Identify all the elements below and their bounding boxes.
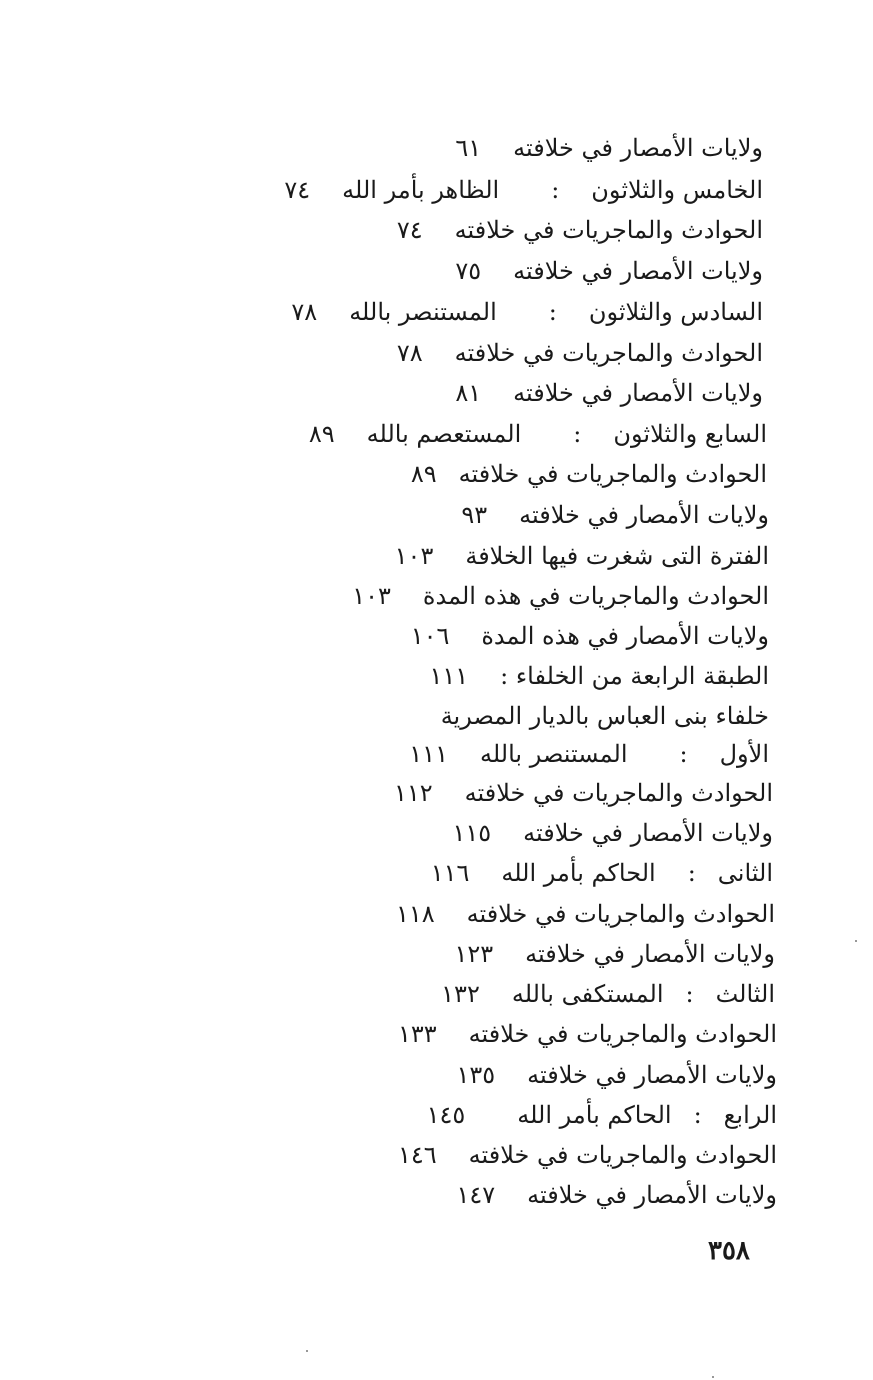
toc-entry	[397, 214, 763, 246]
entry-label: الأول	[719, 740, 769, 768]
entry-name: المستكفى بالله	[511, 980, 664, 1008]
entry-page: ٨٩	[308, 420, 335, 448]
toc-entry	[455, 255, 763, 287]
entry-separator: :	[685, 980, 694, 1008]
entry-separator: :	[551, 176, 560, 204]
entry-label: الرابع	[723, 1101, 777, 1129]
section-subheading	[441, 700, 769, 732]
entry-name: المستنصر بالله	[479, 740, 628, 768]
entry-label: الثانى	[717, 859, 773, 887]
entry-label: السابع والثلاثون	[613, 420, 767, 448]
toc-entry	[431, 857, 773, 889]
toc-entry	[411, 458, 767, 490]
toc-entry	[396, 898, 775, 930]
entry-page: ١١٨	[395, 900, 435, 928]
entry-page: ١١١	[409, 740, 448, 768]
entry-title: خلفاء بنى العباس بالديار المصرية	[440, 702, 769, 730]
toc-entry	[309, 418, 767, 450]
entry-title: ولايات الأمصار في خلافته	[523, 819, 773, 847]
toc-entry	[452, 817, 773, 849]
entry-page: ٦١	[455, 134, 482, 162]
toc-entry	[291, 296, 763, 328]
entry-page: ٨٩	[410, 460, 437, 488]
scan-speck	[855, 940, 857, 942]
entry-title: الحوادث والماجريات في خلافته	[468, 1020, 777, 1048]
entry-title: الحوادث والماجريات في خلافته	[464, 779, 773, 807]
entry-separator: :	[573, 420, 582, 448]
toc-entry	[352, 580, 769, 612]
entry-title: ولايات الأمصار في خلافته	[525, 940, 775, 968]
entry-name: المستعصم بالله	[366, 420, 522, 448]
entry-separator: :	[679, 740, 688, 768]
entry-title: الحوادث والماجريات في خلافته	[458, 460, 767, 488]
toc-entry	[455, 132, 763, 164]
entry-separator: :	[548, 298, 557, 326]
toc-entry	[454, 938, 775, 970]
entry-title: الطبقة الرابعة من الخلفاء :	[500, 662, 769, 690]
entry-title: الحوادث والماجريات في خلافته	[466, 900, 775, 928]
toc-entry	[284, 174, 763, 206]
entry-title: ولايات الأمصار في هذه المدة	[481, 622, 769, 650]
entry-title: ولايات الأمصار في خلافته	[519, 501, 769, 529]
entry-page: ٩٣	[461, 501, 488, 529]
toc-entry	[397, 337, 763, 369]
entry-name: الحاكم بأمر الله	[501, 859, 656, 887]
scan-speck	[306, 1350, 308, 1352]
entry-page: ١٤٧	[456, 1181, 496, 1209]
entry-page: ١١٥	[452, 819, 492, 847]
toc-entry	[427, 1099, 777, 1131]
entry-title: الحوادث والماجريات في هذه المدة	[422, 582, 769, 610]
entry-label: الخامس والثلاثون	[591, 176, 763, 204]
entry-page: ٧٥	[455, 257, 482, 285]
toc-entry	[398, 1139, 777, 1171]
entry-page: ٨١	[455, 379, 482, 407]
entry-title: ولايات الأمصار في خلافته	[513, 379, 763, 407]
entry-title: الحوادث والماجريات في خلافته	[468, 1141, 777, 1169]
toc-entry	[411, 620, 769, 652]
toc-entry	[456, 1059, 777, 1091]
entry-label: السادس والثلاثون	[588, 298, 763, 326]
page-number: ٣٥٨	[708, 1236, 750, 1266]
section-heading	[430, 660, 770, 692]
toc-entry	[398, 1018, 777, 1050]
entry-name: المستنصر بالله	[349, 298, 497, 326]
entry-title: ولايات الأمصار في خلافته	[513, 257, 763, 285]
entry-separator: :	[693, 1101, 702, 1129]
entry-page: ١٠٣	[352, 582, 391, 610]
toc-entry	[455, 377, 763, 409]
entry-page: ١١٦	[430, 859, 470, 887]
toc-entry	[441, 978, 775, 1010]
entry-page: ١١١	[429, 662, 469, 690]
entry-page: ١٣٣	[397, 1020, 437, 1048]
entry-page: ١٤٦	[397, 1141, 437, 1169]
entry-name: الظاهر بأمر الله	[342, 176, 500, 204]
entry-page: ٧٨	[291, 298, 318, 326]
entry-name: الحاكم بأمر الله	[517, 1101, 672, 1129]
entry-page: ١٣٢	[441, 980, 480, 1008]
entry-page: ١١٢	[393, 779, 433, 807]
toc-entry	[409, 738, 769, 770]
entry-page: ١٠٣	[394, 542, 434, 570]
entry-title: الحوادث والماجريات في خلافته	[454, 339, 763, 367]
entry-page: ١٠٦	[410, 622, 450, 650]
entry-title: الحوادث والماجريات في خلافته	[454, 216, 763, 244]
entry-title: ولايات الأمصار في خلافته	[527, 1061, 777, 1089]
entry-title: ولايات الأمصار في خلافته	[527, 1181, 777, 1209]
toc-entry	[456, 1179, 777, 1211]
entry-title: ولايات الأمصار في خلافته	[513, 134, 763, 162]
entry-page: ١٤٥	[426, 1101, 466, 1129]
toc-entry	[395, 540, 769, 572]
entry-page: ٧٤	[284, 176, 311, 204]
entry-page: ٧٤	[396, 216, 423, 244]
entry-page: ٧٨	[396, 339, 423, 367]
entry-page: ١٢٣	[454, 940, 494, 968]
toc-entry	[394, 777, 773, 809]
entry-title: الفترة التى شغرت فيها الخلافة	[465, 542, 769, 570]
entry-separator: :	[687, 859, 696, 887]
entry-page: ١٣٥	[456, 1061, 496, 1089]
entry-label: الثالث	[715, 980, 775, 1008]
toc-entry	[461, 499, 769, 531]
scan-speck	[712, 1376, 714, 1378]
